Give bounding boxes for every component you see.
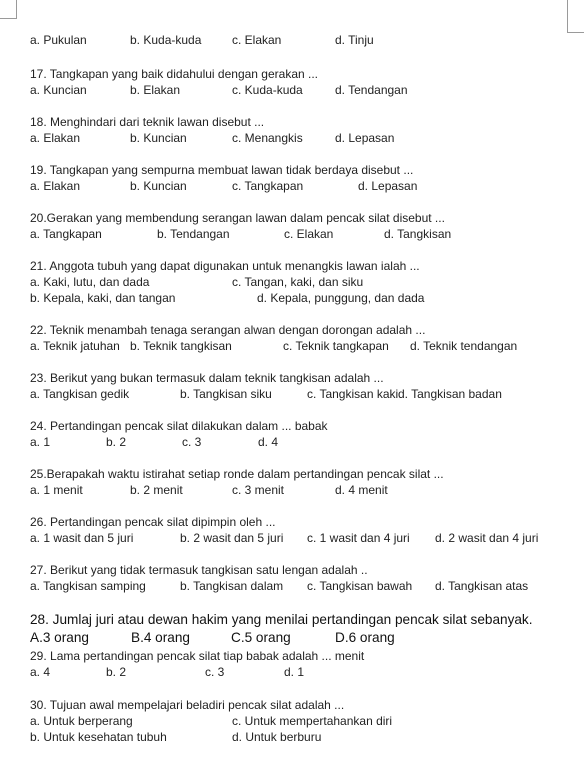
answer-option: b. Elakan [130, 83, 181, 97]
answer-option: a. Kuncian [30, 83, 87, 97]
answer-option: a. Elakan [30, 131, 81, 145]
answer-option: a. Kaki, lutu, dan dada [30, 275, 150, 289]
question-title [0, 697, 584, 713]
answer-option: b. Tendangan [157, 227, 230, 241]
question-text: 29. Lama pertandingan pencak silat tiap babak adalah ... menit [30, 649, 365, 663]
answer-option: c. 3 menit [232, 483, 285, 497]
answer-option: c. Tangkisan bawah [307, 579, 413, 593]
answer-options [0, 386, 584, 402]
answer-option: A.3 orang [30, 630, 89, 645]
answer-option: c. Untuk mempertahankan diri [232, 714, 393, 728]
answer-option: d. Kepala, punggung, dan dada [257, 291, 425, 305]
question-title [0, 648, 584, 664]
answer-options [0, 130, 584, 146]
answer-option: b. Kuncian [130, 179, 187, 193]
answer-option: a. Tangkisan samping [30, 579, 146, 593]
question-text: 25.Berapakah waktu istirahat setiap ronde dalam pertandingan pencak silat ... [30, 467, 444, 481]
question-title [0, 370, 584, 386]
answer-option: b. 2 [106, 435, 127, 449]
answer-option: d. Tangkisan [384, 227, 452, 241]
answer-options [0, 32, 584, 48]
answer-options [0, 664, 584, 680]
answer-option: d. Untuk berburu [232, 730, 322, 744]
answer-options [0, 578, 584, 594]
answer-option: b. Teknik tangkisan [130, 339, 232, 353]
answer-option: b. Kuncian [130, 131, 187, 145]
question-title [0, 418, 584, 434]
answer-option: a. Tangkapan [30, 227, 102, 241]
question-title [0, 322, 584, 338]
answer-option: a. Elakan [30, 179, 81, 193]
answer-option: c. Kuda-kuda [232, 83, 303, 97]
answer-option: c. Tangan, kaki, dan siku [232, 275, 364, 289]
answer-option: d. 4 menit [335, 483, 388, 497]
answer-option: a. Pukulan [30, 33, 87, 47]
question-title [0, 114, 584, 130]
answer-option: c. Tangkisan kaki [307, 387, 399, 401]
answer-option: a. 1 [30, 435, 51, 449]
question-text: 24. Pertandingan pencak silat dilakukan dalam ... babak [30, 419, 328, 433]
answer-option: d. 2 wasit dan 4 juri [435, 531, 539, 545]
answer-option: D.6 orang [335, 630, 395, 645]
answer-options [0, 274, 584, 290]
answer-option: a. Teknik jatuhan [30, 339, 120, 353]
question-text: 21. Anggota tubuh yang dapat digunakan untuk menangkis lawan ialah ... [30, 259, 420, 273]
question-text: 17. Tangkapan yang baik didahului dengan gerakan ... [30, 67, 319, 81]
answer-option: b. 2 menit [130, 483, 183, 497]
question-text: 28. Jumlaj juri atau dewan hakim yang menilai pertandingan pencak silat sebanyak. [30, 612, 533, 627]
question-title [0, 562, 584, 578]
answer-option: b. Tangkisan siku [180, 387, 272, 401]
answer-option: a. 4 [30, 665, 51, 679]
answer-option: d. Lepasan [335, 131, 395, 145]
answer-option: a. Tangkisan gedik [30, 387, 130, 401]
question-title [0, 210, 584, 226]
answer-option: B.4 orang [131, 630, 190, 645]
answer-option: d. 1 [284, 665, 305, 679]
question-text: 30. Tujuan awal mempelajari beladiri pencak silat adalah ... [30, 698, 345, 712]
answer-options [0, 713, 584, 729]
answer-option: a. 1 menit [30, 483, 83, 497]
question-text: 19. Tangkapan yang sempurna membuat lawan tidak berdaya disebut ... [30, 163, 414, 177]
answer-option: b. Tangkisan dalam [180, 579, 284, 593]
answer-option: b. Kepala, kaki, dan tangan [30, 291, 176, 305]
answer-options [0, 630, 584, 646]
answer-option: b. Kuda-kuda [130, 33, 202, 47]
answer-option: d. Tangkisan badan [398, 387, 502, 401]
answer-options [0, 226, 584, 242]
answer-options [0, 338, 584, 354]
answer-option: c. Menangkis [232, 131, 303, 145]
answer-option: b. 2 [106, 665, 127, 679]
answer-options [0, 729, 584, 745]
question-text: 27. Berikut yang tidak termasuk tangkisan satu lengan adalah .. [30, 563, 368, 577]
question-title [0, 612, 584, 628]
answer-option: d. Tangkisan atas [435, 579, 529, 593]
answer-options [0, 178, 584, 194]
answer-option: c. 3 [205, 665, 225, 679]
question-title [0, 258, 584, 274]
answer-option: c. 3 [182, 435, 202, 449]
answer-option: d. Teknik tendangan [410, 339, 518, 353]
answer-option: b. 2 wasit dan 5 juri [180, 531, 284, 545]
answer-option: a. Untuk berperang [30, 714, 133, 728]
question-text: 26. Pertandingan pencak silat dipimpin oleh ... [30, 515, 276, 529]
answer-option: c. Teknik tangkapan [283, 339, 389, 353]
question-title [0, 466, 584, 482]
answer-option: c. Elakan [232, 33, 282, 47]
answer-option: d. 4 [258, 435, 279, 449]
question-text: 18. Menghindari dari teknik lawan disebut ... [30, 115, 265, 129]
answer-options [0, 290, 584, 306]
question-text: 23. Berikut yang bukan termasuk dalam teknik tangkisan adalah ... [30, 371, 384, 385]
question-text: 20.Gerakan yang membendung serangan lawan dalam pencak silat disebut ... [30, 211, 445, 225]
question-title [0, 66, 584, 82]
question-title [0, 514, 584, 530]
question-title [0, 162, 584, 178]
answer-options [0, 530, 584, 546]
answer-option: c. Elakan [284, 227, 334, 241]
answer-option: b. Untuk kesehatan tubuh [30, 730, 167, 744]
answer-option: d. Lepasan [358, 179, 418, 193]
answer-option: d. Tendangan [335, 83, 408, 97]
question-text: 22. Teknik menambah tenaga serangan alwan dengan dorongan adalah ... [30, 323, 426, 337]
answer-option: d. Tinju [335, 33, 374, 47]
answer-option: c. Tangkapan [232, 179, 304, 193]
answer-options [0, 434, 584, 450]
answer-option: c. 1 wasit dan 4 juri [307, 531, 410, 545]
answer-option: C.5 orang [231, 630, 291, 645]
answer-options [0, 82, 584, 98]
answer-options [0, 482, 584, 498]
answer-option: a. 1 wasit dan 5 juri [30, 531, 134, 545]
